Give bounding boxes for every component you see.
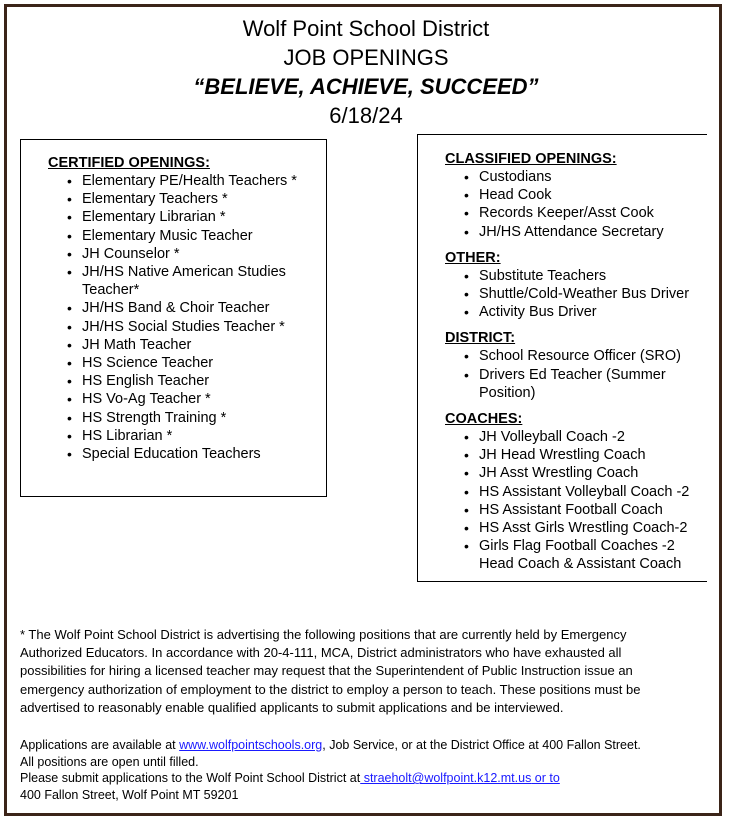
list-item: • HS Assistant Volleyball Coach -2: [459, 483, 707, 501]
classified-list: [459, 168, 707, 241]
apply-line-3: [20, 770, 700, 787]
list-item: • HS Science Teacher: [62, 354, 318, 372]
list-item: • Special Education Teachers: [62, 445, 318, 463]
list-item: • Elementary PE/Health Teachers *: [62, 172, 318, 190]
page-header: [0, 14, 732, 130]
list-item: • Drivers Ed Teacher (Summer Position): [459, 366, 707, 402]
mailing-address: 400 Fallon Street, Wolf Point MT 59201: [20, 787, 239, 802]
apply-line-2: All positions are open until filled.: [20, 754, 199, 769]
apply-suffix: , Job Service, or at the District Office at 400 Fallon Street.: [322, 738, 641, 752]
page-title: JOB OPENINGS: [283, 45, 449, 70]
submit-suffix: or to: [531, 771, 560, 786]
list-item: • HS Strength Training *: [62, 409, 318, 427]
submit-prefix: Please submit applications to the Wolf Point School District at: [20, 771, 361, 786]
list-item: • HS Assistant Football Coach: [459, 501, 707, 519]
posting-date: 6/18/24: [329, 103, 403, 128]
certified-list: [62, 172, 318, 463]
list-item: • HS English Teacher: [62, 372, 318, 390]
list-item: • JH Volleyball Coach -2: [459, 428, 707, 446]
list-item: • HS Vo-Ag Teacher *: [62, 390, 318, 408]
list-item: • Elementary Music Teacher: [62, 227, 318, 245]
certified-openings-box: [20, 139, 327, 497]
list-item: • Head Cook: [459, 186, 707, 204]
list-item: • JH/HS Native American Studies Teacher*: [62, 263, 318, 299]
application-info: [20, 737, 700, 803]
list-item: • School Resource Officer (SRO): [459, 347, 707, 365]
coaches-section: [445, 410, 707, 574]
list-item: • Custodians: [459, 168, 707, 186]
emergency-authorization-note: * The Wolf Point School District is advertising the following positions that are currently held by Emergency Authorized Educators. In accordance with 20-4-111, MCA, District administrators who have exhausted all possibilities for hiring a licensed teacher may request that the Superintendent of Public Instruction issue an emergency authorization of employment to the district to employ a person to teach. These positions must be advertised to reasonably enable qualified applicants to submit applications and be interviewed.: [20, 627, 641, 715]
district-list: [459, 347, 707, 402]
other-title: OTHER:: [445, 249, 501, 266]
coaches-title: COACHES:: [445, 411, 523, 428]
classified-title: CLASSIFIED OPENINGS:: [445, 151, 617, 167]
email-link[interactable]: straeholt@wolfpoint.k12.mt.us: [360, 771, 532, 786]
list-item: • JH Counselor *: [62, 245, 318, 263]
list-item: • Activity Bus Driver: [459, 303, 707, 321]
list-item: • Girls Flag Football Coaches -2 Head Coach & Assistant Coach: [459, 537, 707, 573]
list-item: • Substitute Teachers: [459, 267, 707, 285]
list-item: • JH Math Teacher: [62, 336, 318, 354]
apply-prefix: Applications are available at: [20, 738, 180, 752]
coaches-list: [459, 428, 707, 574]
list-item: • JH Head Wrestling Coach: [459, 446, 707, 464]
list-item: • Elementary Teachers *: [62, 190, 318, 208]
certified-title: CERTIFIED OPENINGS:: [48, 155, 210, 171]
motto: “BELIEVE, ACHIEVE, SUCCEED”: [193, 74, 539, 99]
other-list: [459, 267, 707, 322]
district-name: Wolf Point School District: [242, 16, 490, 41]
other-openings-box: [417, 134, 707, 582]
list-item: • JH/HS Attendance Secretary: [459, 223, 707, 241]
website-link[interactable]: www.wolfpointschools.org: [179, 738, 323, 752]
other-section: [445, 249, 707, 322]
list-item: • Elementary Librarian *: [62, 208, 318, 226]
list-item: • JH/HS Social Studies Teacher *: [62, 318, 318, 336]
list-item: • JH/HS Band & Choir Teacher: [62, 299, 318, 317]
district-title: DISTRICT:: [445, 330, 516, 347]
list-item: • JH Asst Wrestling Coach: [459, 464, 707, 482]
list-item: • HS Asst Girls Wrestling Coach-2: [459, 519, 707, 537]
district-section: [445, 329, 707, 402]
list-item: • Records Keeper/Asst Cook: [459, 204, 707, 222]
apply-line-1: [20, 737, 700, 754]
classified-section: [445, 150, 707, 241]
list-item: • HS Librarian *: [62, 427, 318, 445]
list-item: • Shuttle/Cold-Weather Bus Driver: [459, 285, 707, 303]
